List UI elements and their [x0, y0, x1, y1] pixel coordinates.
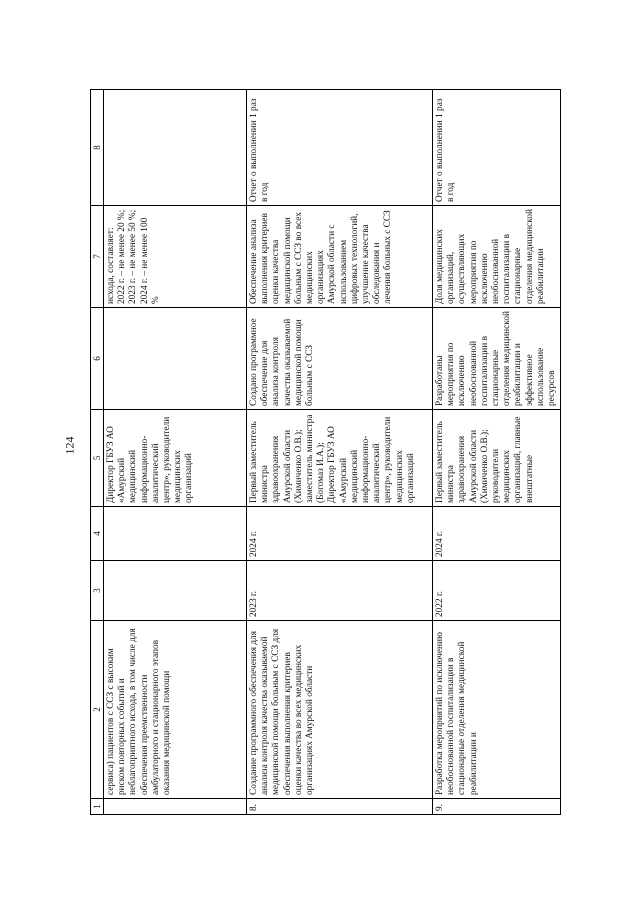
result-cell: Создано программное обеспечение для анализа контроля качества оказываемой медицинской помощи больным с ССЗ — [247, 308, 433, 410]
column-number-row — [91, 90, 104, 815]
end-date-cell: 2024 г. — [247, 507, 433, 561]
column-number-cell: 6 — [91, 308, 104, 410]
start-date-cell: 2023 г. — [247, 561, 433, 621]
start-date-cell: 2022 г. — [433, 561, 561, 621]
control-cell — [104, 90, 247, 206]
row-number-cell — [104, 799, 247, 815]
column-number-cell: 2 — [91, 621, 104, 799]
activity-cell: сервиса) пациентов с ССЗ с высоким риском повторных событий и неблагоприятного исхода, в том числе для обеспечения преемственности амбулаторного и стационарного этапов оказания медицинской помощи — [104, 621, 247, 799]
start-date-cell — [104, 561, 247, 621]
end-date-cell: 2024 г. — [433, 507, 561, 561]
activity-cell: Разработка мероприятий по исключению необоснованной госпитализации в стационарные отделения медицинской реабилитации и — [433, 621, 561, 799]
result-cell — [104, 308, 247, 410]
column-number-cell: 5 — [91, 410, 104, 507]
responsible-cell: Первый заместитель министра здравоохранения Амурской области (Химиченко О.В.); заместитель министра (Богомаз И.А.); Директор ГБУЗ АО «Амурский медицинский информационно-аналитический центр», руководители медицинских организаций — [247, 410, 433, 507]
indicator-cell: Обеспечение анализа выполнения критериев оценки качества медицинской помощи больным с ССЗ во всех медицинских организациях Амурской области с использованием цифровых технологий, улучшение качества обследования и лечения больных с ССЗ — [247, 206, 433, 308]
responsible-cell: Директор ГБУЗ АО «Амурский медицинский информационно-аналитический центр», руководители медицинских организаций — [104, 410, 247, 507]
table-row — [433, 90, 561, 815]
row-number-cell: 8. — [247, 799, 433, 815]
row-number-cell: 9. — [433, 799, 561, 815]
column-number-cell: 1 — [91, 799, 104, 815]
activity-cell: Создание программного обеспечения для анализа контроля качества оказываемой медицинской помощи больным с ССЗ для обеспечения выполнения критериев оценки качества во всех медицинских организациях Амурской области — [247, 621, 433, 799]
control-cell: Отчет о выполнении 1 раз в год — [433, 90, 561, 206]
end-date-cell — [104, 507, 247, 561]
responsible-cell: Первый заместитель министра здравоохранения Амурской области (Химиченко О.В.); руководители медицинских организаций, главные внештатные — [433, 410, 561, 507]
control-cell: Отчет о выполнении 1 раз в год — [247, 90, 433, 206]
table-row — [247, 90, 433, 815]
rotated-table-area — [90, 90, 558, 815]
column-number-cell: 8 — [91, 90, 104, 206]
indicator-cell: исхода, составляет: 2022 г. – не менее 20 %; 2023 г. – не менее 50 %; 2024 г. – не менее 100 % — [104, 206, 247, 308]
column-number-cell: 4 — [91, 507, 104, 561]
page-number: 124 — [62, 436, 77, 455]
result-cell: Разработаны мероприятия по исключению необоснованной госпитализации в стационарные отделения медицинской реабилитации и эффективное использование ресурсов — [433, 308, 561, 410]
plan-table — [90, 89, 561, 815]
column-number-cell: 7 — [91, 206, 104, 308]
column-number-cell: 3 — [91, 561, 104, 621]
indicator-cell: Доля медицинских организаций, осуществляющих мероприятия по исключению необоснованной госпитализации в стационарные отделения медицинской реабилитации — [433, 206, 561, 308]
table-row — [104, 90, 247, 815]
